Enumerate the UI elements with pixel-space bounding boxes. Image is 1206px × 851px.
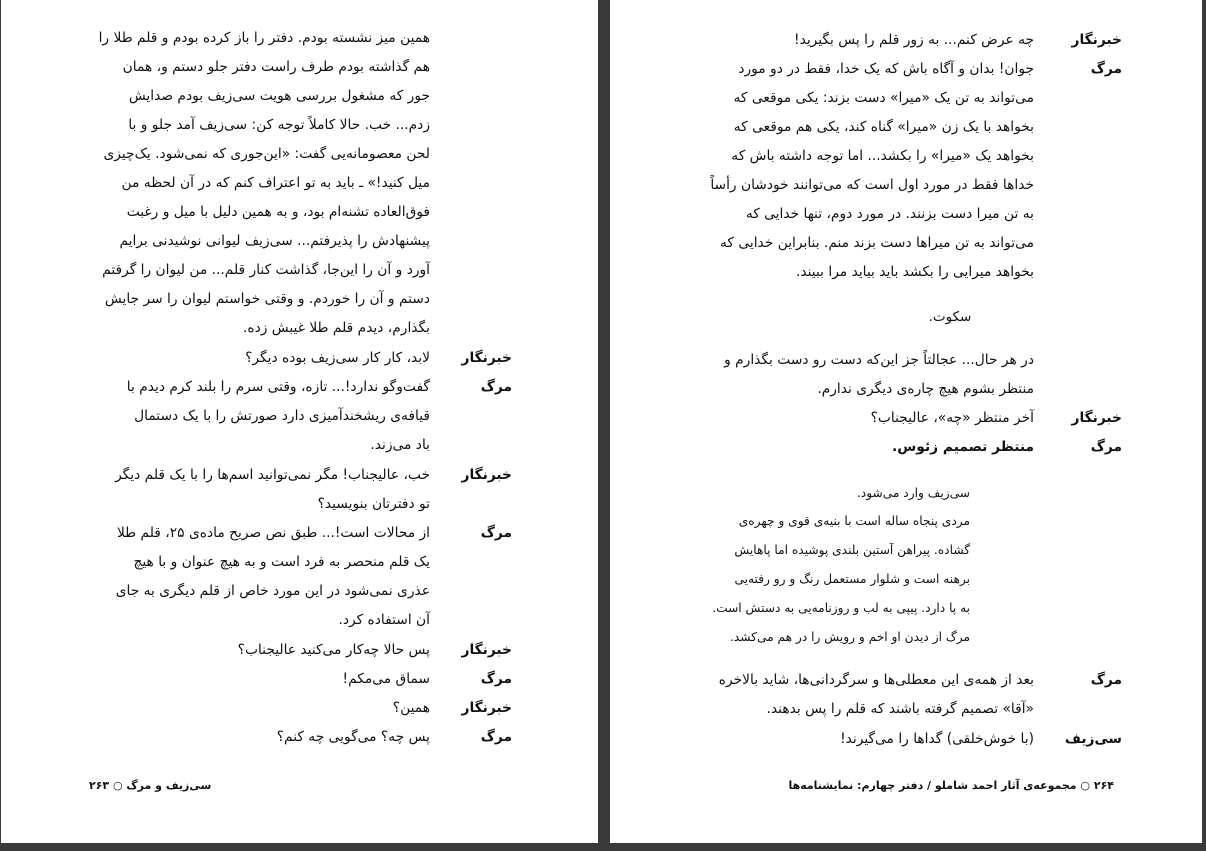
dialogue-line: عذری نمی‌شود در این مورد خاص از قلم دیگری به جای	[115, 583, 430, 599]
dialogue-line: خداها فقط در مورد اول است که می‌توانند خودشان رأساً	[710, 177, 1034, 193]
page-footer: سی‌زیف و مرگ ○ ۲۶۳	[89, 779, 212, 792]
dialogue-line: به تن میرا دست بزنند. در مورد دوم، تنها خدایی که	[745, 206, 1034, 222]
dialogue-line: خب، عالیجناب! مگر نمی‌توانید اسم‌ها را با یک قلم دیگر	[115, 467, 430, 483]
dialogue-line: سماق می‌مکم!	[342, 671, 430, 687]
left-page	[1, 0, 598, 843]
dialogue-line: باد می‌زند.	[370, 437, 430, 453]
dialogue-line: یک قلم منحصر به فرد است و به هیچ عنوان و با هیچ	[133, 554, 430, 570]
dialogue-line: می‌تواند به تن میراها دست بزند منم. بنابراین خدایی که	[720, 235, 1034, 251]
dialogue-line: بخواهد یک «میرا» را بکشد... اما توجه داشته باش که	[731, 148, 1034, 164]
page-footer: ۲۶۴ ○ مجموعه‌ی آثار احمد شاملو / دفتر چهارم: نمایشنامه‌ها	[788, 779, 1114, 792]
speaker-label: مرگ	[480, 671, 512, 687]
speaker-label: سی‌زیف	[1064, 731, 1122, 747]
text-line: دستم و آن را خوردم. و وقتی خواستم لیوان را سر جایش	[104, 291, 430, 307]
dialogue-line: قیافه‌ی ریشخندآمیزی دارد صورتش را با یک دستمال	[134, 408, 430, 424]
dialogue-line: لابد، کار کار سی‌زیف بوده دیگر؟	[245, 350, 430, 366]
speaker-label: مرگ	[1090, 61, 1122, 77]
text-line: جور که مشغول بررسی هویت سی‌زیف بودم صدایش	[128, 88, 430, 104]
text-line: هم گذاشته بودم طرف راست دفتر جلو دستم و، همان	[122, 59, 430, 75]
text-line: پیشنهادش را پذیرفتم... سی‌زیف لیوانی نوشیدنی برایم	[119, 233, 430, 249]
dialogue-line: «آقا» تصمیم گرفته باشند که قلم را پس بدهند.	[766, 701, 1034, 717]
right-page	[610, 0, 1202, 843]
stage-direction-line: مردی پنجاه ساله است با بنیه‌ی قوی و چهره‌ی	[738, 514, 970, 528]
text-line: میل کنید!» ـ باید به تو اعتراف کنم که در آن لحظه من	[121, 175, 430, 191]
dialogue-line: می‌تواند به تن یک «میرا» دست بزند: یکی موقعی که	[733, 90, 1034, 106]
dialogue-line: پس چه؟ می‌گویی چه کنم؟	[276, 729, 430, 745]
speaker-label: خبرنگار	[461, 700, 512, 716]
stage-direction-line: سی‌زیف وارد می‌شود.	[856, 486, 970, 500]
dialogue-line: آخر منتظر «چه»، عالیجناب؟	[870, 410, 1034, 426]
dialogue-line: همین؟	[392, 700, 430, 716]
dialogue-line: بخواهد با یک زن «میرا» گناه کند، یکی هم موقعی که	[733, 119, 1034, 135]
speaker-label: مرگ	[480, 729, 512, 745]
speaker-label: مرگ	[480, 525, 512, 541]
dialogue-line: (با خوش‌خلقی) گداها را می‌گیرند!	[840, 731, 1034, 747]
text-line: آورد و آن را این‌جا، گذاشت کنار قلم... من لیوان را گرفتم	[102, 262, 430, 278]
dialogue-line: منتظر تصمیم زئوس.	[892, 439, 1034, 455]
dialogue-line: چه عرض کنم... به زور قلم را پس بگیرید!	[794, 32, 1034, 48]
text-line: زدم... خب. حالا کاملاً توجه کن: سی‌زیف آمد جلو و با	[128, 117, 430, 133]
text-line: همین میز نشسته بودم. دفتر را باز کرده بودم و قلم طلا را	[98, 30, 430, 46]
dialogue-line: تو دفترتان بنویسید؟	[317, 496, 430, 512]
dialogue-line: جوان! بدان و آگاه باش که یک خدا، فقط در دو مورد	[738, 61, 1034, 77]
stage-direction-line: مرگ از دیدن او اخم و رویش را در هم می‌کشد.	[730, 630, 970, 644]
text-line: لحن معصومانه‌یی گفت: «این‌جوری که نمی‌شود. یک‌چیزی	[103, 146, 430, 162]
stage-direction-line: گشاده. پیراهن آستین بلندی پوشیده اما پاهایش	[734, 543, 970, 557]
speaker-label: خبرنگار	[461, 350, 512, 366]
text-line: منتظر بشوم هیچ چاره‌ی دیگری ندارم.	[817, 381, 1034, 397]
dialogue-line: آن استفاده کرد.	[338, 612, 430, 628]
stage-direction-line: برهنه است و شلوار مستعمل رنگ و رو رفته‌یی	[734, 572, 970, 586]
dialogue-line: پس حالا چه‌کار می‌کنید عالیجناب؟	[237, 642, 430, 658]
dialogue-line: از محالات است!... طبق نص صریح ماده‌ی ۲۵، قلم طلا	[116, 525, 430, 541]
stage-direction-line: به پا دارد. پیپی به لب و روزنامه‌یی به دستش است.	[712, 601, 970, 615]
speaker-label: خبرنگار	[1071, 410, 1122, 426]
speaker-label: مرگ	[480, 379, 512, 395]
dialogue-line: بعد از همه‌ی این معطلی‌ها و سرگردانی‌ها، شاید بالاخره	[718, 672, 1034, 688]
speaker-label: خبرنگار	[1071, 32, 1122, 48]
speaker-label: مرگ	[1090, 672, 1122, 688]
text-line: در هر حال... عجالتاً جز این‌که دست رو دست بگذارم و	[724, 352, 1034, 368]
speaker-label: خبرنگار	[461, 642, 512, 658]
text-line: بگذارم، دیدم قلم طلا غیبش زده.	[243, 320, 430, 336]
speaker-label: مرگ	[1090, 439, 1122, 455]
speaker-label: خبرنگار	[461, 467, 512, 483]
text-line: فوق‌العاده تشنه‌ام بود، و به همین دلیل با میل و رغبت	[126, 204, 430, 220]
dialogue-line: بخواهد میرایی را بکشد باید بیاید مرا ببیند.	[796, 264, 1034, 280]
stage-direction-silence: سکوت.	[928, 309, 972, 325]
dialogue-line: گفت‌وگو ندارد!... تازه، وقتی سرم را بلند کرم دیدم با	[126, 379, 430, 395]
